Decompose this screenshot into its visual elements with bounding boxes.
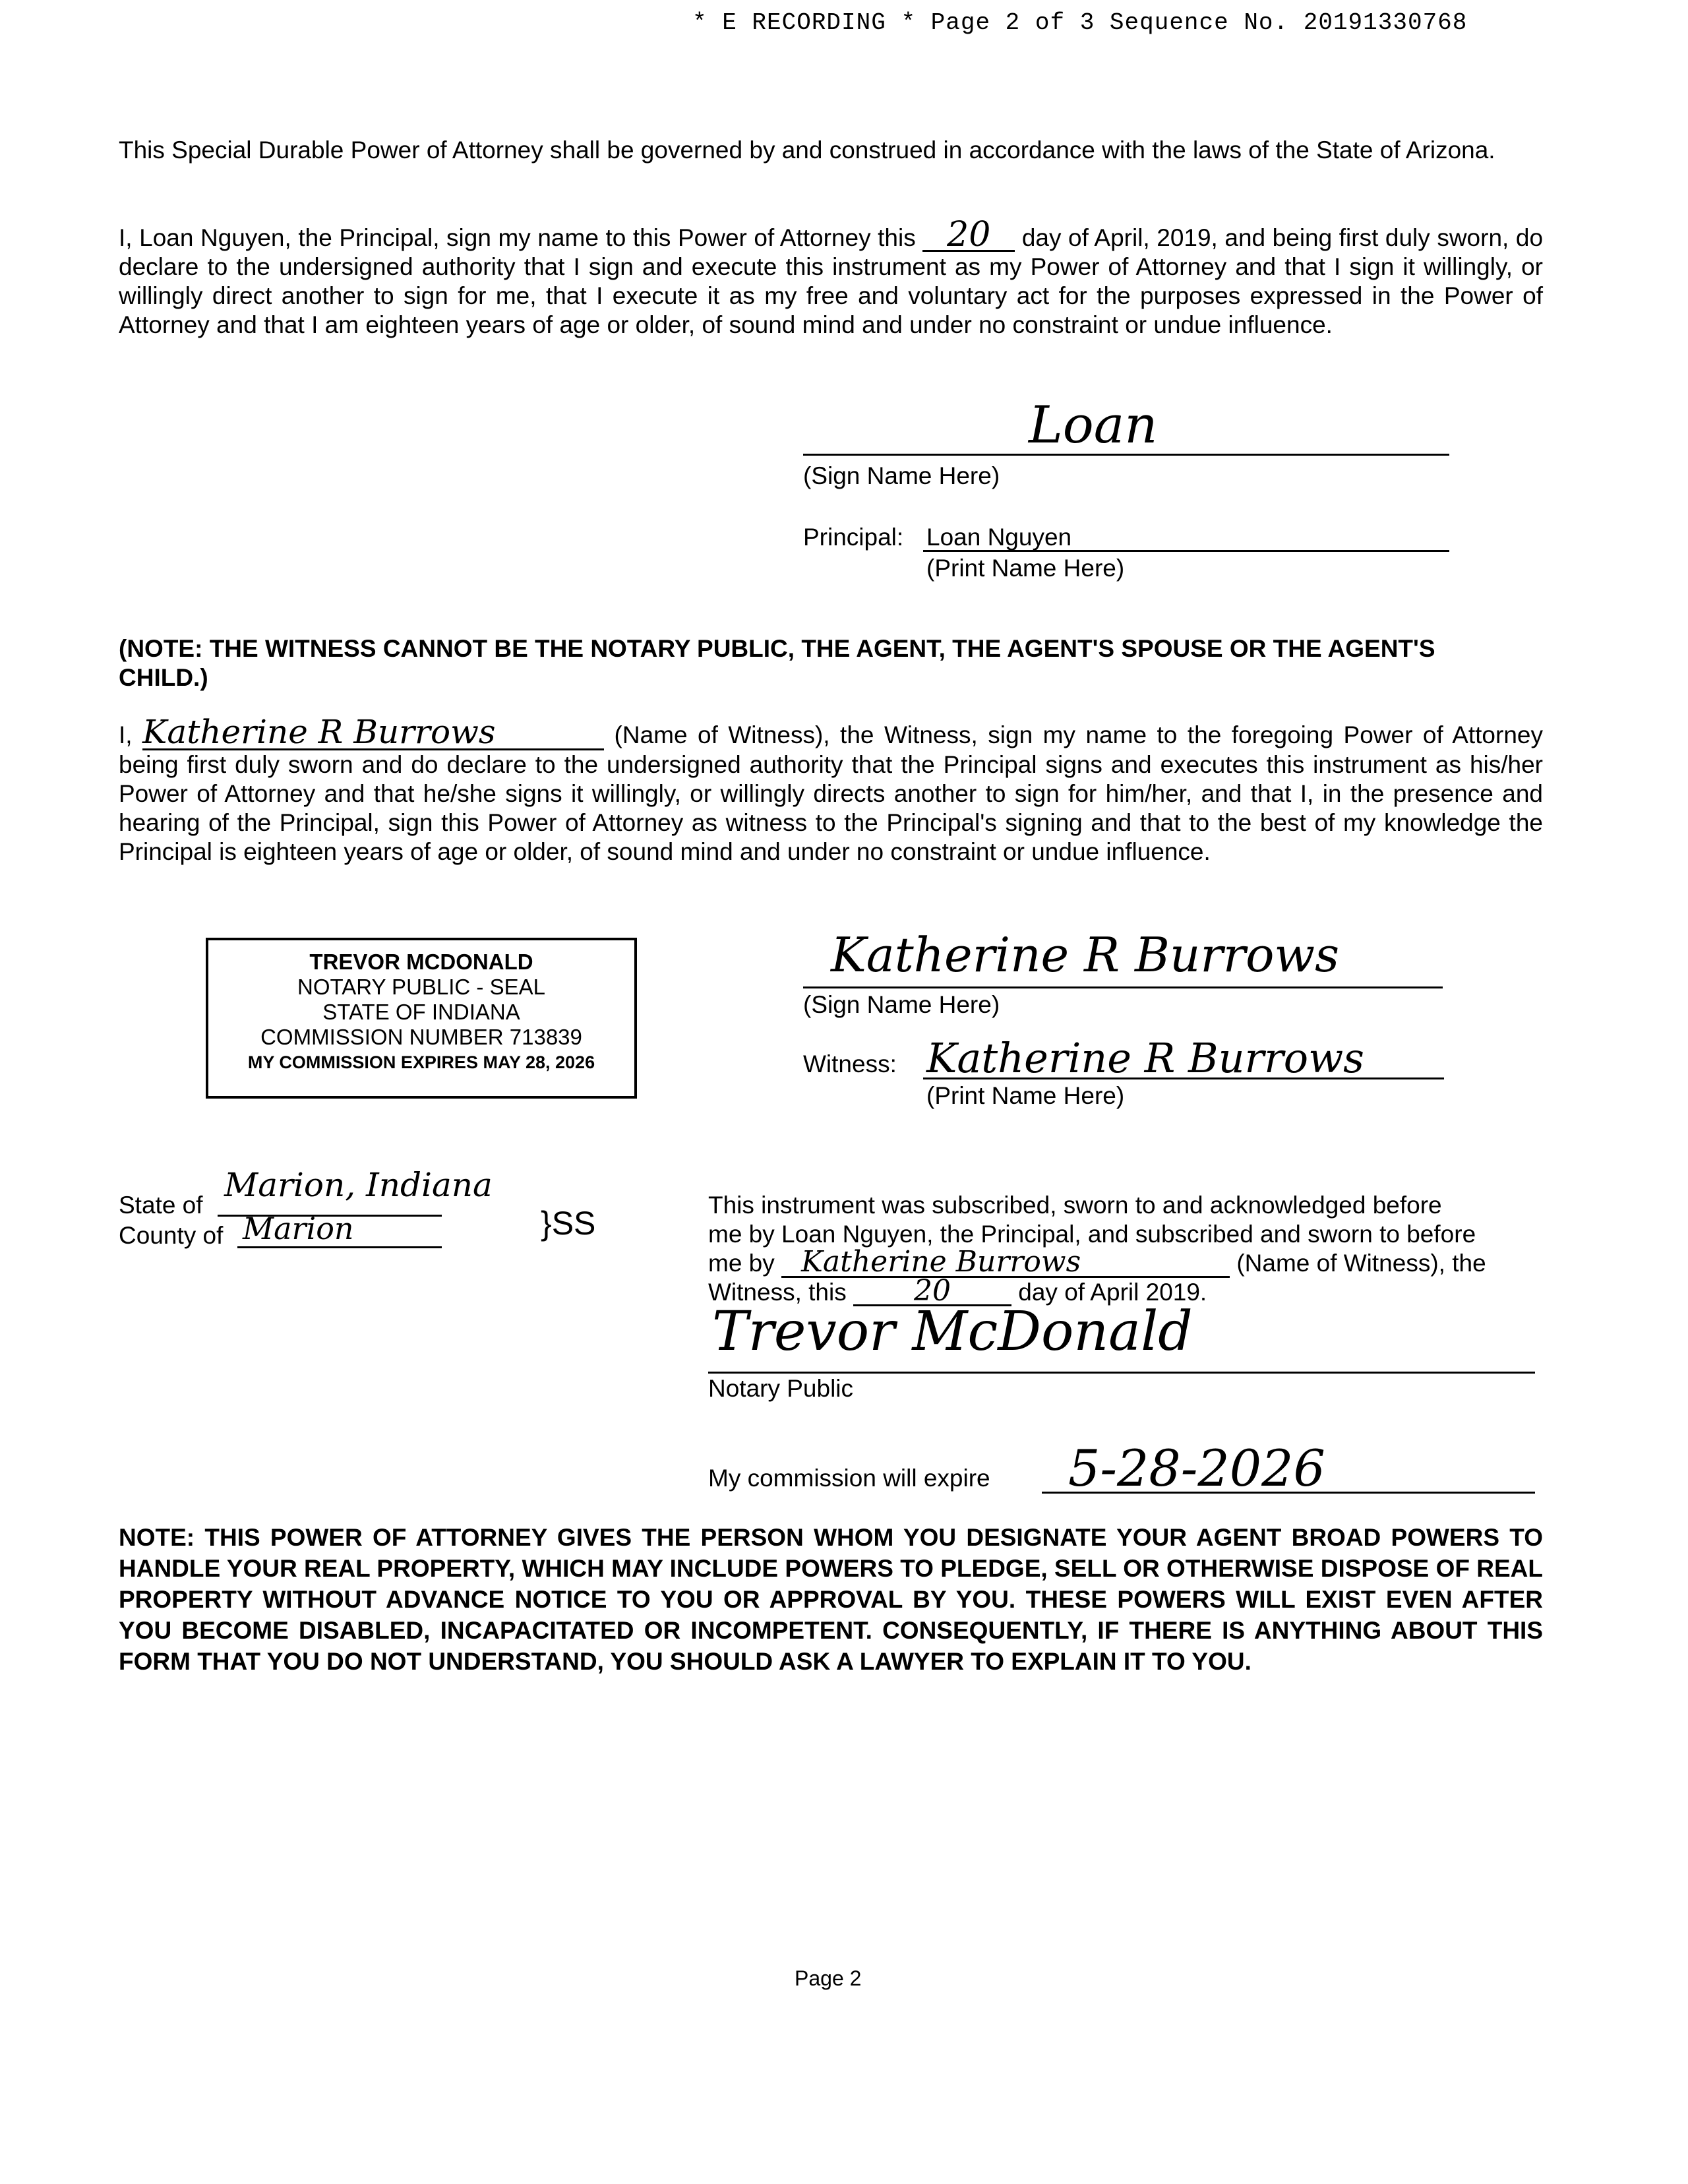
principal-print-label: (Print Name Here) bbox=[926, 555, 1125, 582]
witness-paragraph-text: (Name of Witness), the Witness, sign my name to the foregoing Power of Attorney being first duly sworn and do declare to the undersigned authority that the Principal signs and executes this instrument as his/her Power of Attorney and that he/she signs it willingly, or willingly directs another to sign for him/her, and that I, in the presence and hearing of the Principal, sign this Power of Attorney as witness to the Principal's signing and that to the best of my knowledge the Principal is eighteen years of age or older, of sound mind and under no constraint or undue influence. bbox=[119, 721, 1543, 865]
commission-label: My commission will expire bbox=[708, 1465, 990, 1492]
ack-witness-name-handwritten: Katherine Burrows bbox=[801, 1245, 1081, 1279]
witness-name-handwritten: Katherine R Burrows bbox=[142, 713, 496, 751]
principal-printed-name: Loan Nguyen bbox=[926, 524, 1072, 551]
notary-public-label: Notary Public bbox=[708, 1375, 854, 1402]
ss-bracket: }SS bbox=[541, 1205, 596, 1242]
ack-line-3-suffix: (Name of Witness), the bbox=[1236, 1250, 1486, 1277]
principal-declaration-text-1: I, Loan Nguyen, the Principal, sign my name to this Power of Attorney this bbox=[119, 224, 916, 251]
notary-seal-expires: MY COMMISSION EXPIRES MAY 28, 2026 bbox=[247, 1052, 595, 1072]
ack-line-3 bbox=[708, 1245, 1486, 1279]
principal-signature: Loan bbox=[1029, 396, 1158, 455]
ack-line-1: This instrument was subscribed, sworn to and acknowledged before bbox=[708, 1192, 1442, 1219]
state-value: Marion, Indiana bbox=[224, 1166, 493, 1204]
notary-signature-line bbox=[708, 1372, 1535, 1374]
ack-witness-name-field bbox=[781, 1245, 1230, 1279]
county-value: Marion bbox=[243, 1211, 354, 1246]
recording-header: * E RECORDING * Page 2 of 3 Sequence No. 20191330768 bbox=[692, 9, 1468, 36]
principal-day-handwritten: 20 bbox=[947, 215, 991, 255]
ack-line-3-prefix: me by bbox=[708, 1250, 775, 1277]
witness-print-line bbox=[923, 1077, 1444, 1079]
page-number: Page 2 bbox=[795, 1966, 862, 1990]
principal-label: Principal: bbox=[803, 524, 904, 551]
principal-print-line bbox=[923, 550, 1449, 552]
commission-date: 5-28-2026 bbox=[1068, 1439, 1325, 1498]
witness-printed-name: Katherine R Burrows bbox=[926, 1034, 1364, 1082]
ack-line-4-suffix: day of April 2019. bbox=[1018, 1279, 1207, 1306]
commission-line bbox=[1042, 1492, 1535, 1494]
witness-sign-label: (Sign Name Here) bbox=[803, 991, 1000, 1018]
state-label: State of bbox=[119, 1192, 203, 1219]
ack-day-handwritten: 20 bbox=[914, 1274, 951, 1308]
ack-line-4-prefix: Witness, this bbox=[708, 1279, 847, 1306]
county-label: County of bbox=[119, 1222, 224, 1249]
witness-print-label: (Print Name Here) bbox=[926, 1082, 1125, 1109]
ack-line-2: me by Loan Nguyen, the Principal, and subscribed and sworn to before bbox=[708, 1221, 1476, 1248]
notary-seal-title: NOTARY PUBLIC - SEAL bbox=[297, 975, 545, 999]
witness-paragraph bbox=[119, 713, 1543, 866]
notary-signature: Trevor McDonald bbox=[712, 1300, 1193, 1363]
witness-name-field bbox=[142, 713, 604, 751]
principal-declaration-paragraph bbox=[119, 215, 1544, 340]
witness-signature: Katherine R Burrows bbox=[831, 927, 1340, 983]
witness-signature-line bbox=[803, 986, 1443, 988]
notary-seal-state: STATE OF INDIANA bbox=[322, 1000, 520, 1024]
governing-law-paragraph: This Special Durable Power of Attorney shall be governed by and construed in accordance with the laws of the State of Arizona. bbox=[119, 136, 1495, 164]
notary-seal-stamp bbox=[206, 938, 637, 1099]
notary-seal-name: TREVOR MCDONALD bbox=[309, 950, 533, 974]
witness-note: (NOTE: THE WITNESS CANNOT BE THE NOTARY PUBLIC, THE AGENT, THE AGENT'S SPOUSE OR THE AGENT'S CHILD.) bbox=[119, 635, 1435, 691]
witness-prefix: I, bbox=[119, 721, 133, 748]
witness-label: Witness: bbox=[803, 1050, 897, 1077]
notary-seal-commission: COMMISSION NUMBER 713839 bbox=[260, 1025, 582, 1049]
principal-sign-label: (Sign Name Here) bbox=[803, 462, 1000, 489]
principal-day-field bbox=[922, 215, 1015, 255]
final-note: NOTE: THIS POWER OF ATTORNEY GIVES THE PERSON WHOM YOU DESIGNATE YOUR AGENT BROAD POWERS TO HANDLE YOUR REAL PROPERTY, WHICH MAY INCLUDE POWERS TO PLEDGE, SELL OR OTHERWISE DISPOSE OF REAL PROPERTY WITHOUT ADVANCE NOTICE TO YOU OR APPROVAL BY YOU. THESE POWERS WILL EXIST EVEN AFTER YOU BECOME DISABLED, INCAPACITATED OR INCOMPETENT. CONSEQUENTLY, IF THERE IS ANYTHING ABOUT THIS FORM THAT YOU DO NOT UNDERSTAND, YOU SHOULD ASK A LAWYER TO EXPLAIN IT TO YOU. bbox=[119, 1524, 1543, 1675]
county-line bbox=[237, 1246, 442, 1248]
principal-declaration-text-2: day of April, 2019, and being first duly sworn, do declare to the undersigned authority that I sign and execute this instrument as my Power of Attorney and that I sign it willingly, or willingly direct another to sign for me, that I execute it as my free and voluntary act for the purposes expressed in the Power of Attorney and that I am eighteen years of age or older, of sound mind and under no constraint or undue influence. bbox=[119, 224, 1544, 338]
